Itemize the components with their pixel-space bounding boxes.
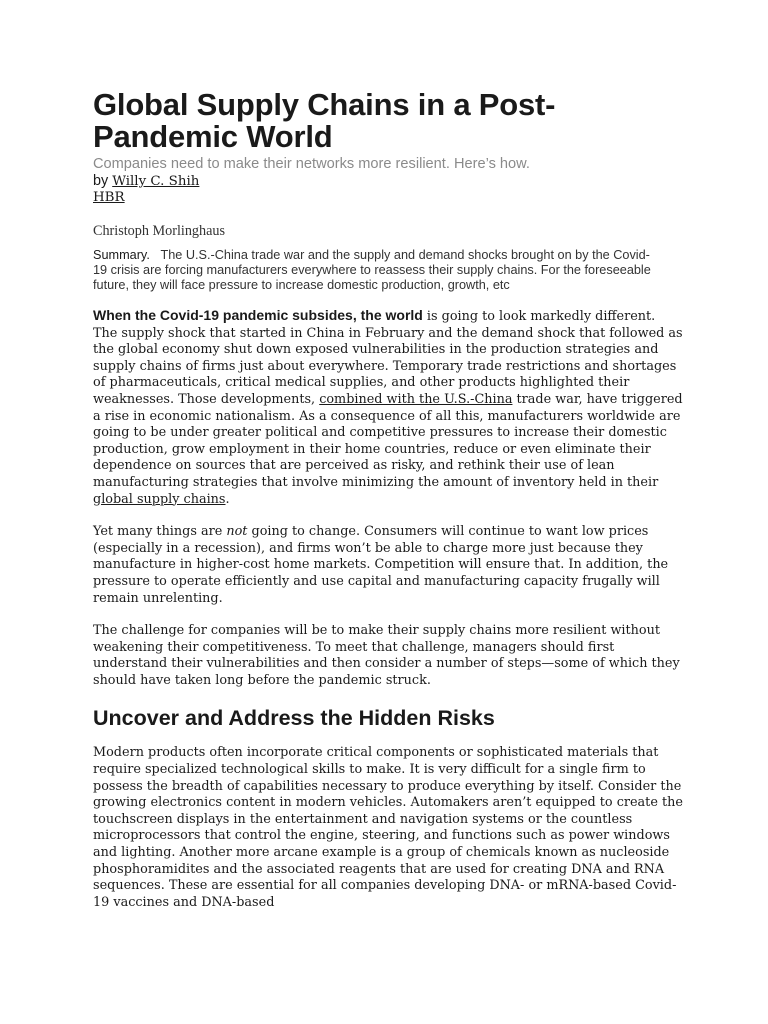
- author-link[interactable]: Willy C. Shih: [112, 174, 200, 189]
- paragraph-2-emphasis: not: [226, 524, 248, 540]
- paragraph-1: [93, 307, 683, 508]
- byline: [93, 173, 683, 190]
- paragraph-4: Modern products often incorporate critical components or sophisticated materials that require specialized technological skills to make. It is very difficult for a single firm to possess the breadth of capabilities necessary to produce everything by itself. Consider the growing electronics content in modern vehicles. Automakers aren’t equipped to create the touchscreen displays in the entertainment and navigation systems or the countless microprocessors that control the engine, steering, and functions such as power windows and lighting. Another more arcane example is a group of chemicals known as nucleoside phosphoramidites and the associated reagents that are used for creating DNA and RNA sequences. These are essential for all companies developing DNA- or mRNA-based Covid-19 vaccines and DNA-based: [93, 745, 683, 910]
- paragraph-1-text-a: is going to look markedly different. The supply shock that started in China in February and the demand shock that followed as the global economy shut down exposed vulnerabilities in the production strategies and supply chains of firms just about everywhere. Temporary trade restrictions and shortages of pharmaceuticals, critical medical supplies, and other products highlighted their weaknesses. Those developments,: [93, 309, 683, 407]
- summary: [93, 248, 663, 293]
- publication-link[interactable]: HBR: [93, 190, 125, 205]
- byline-prefix: by: [93, 173, 109, 189]
- photo-credit: Christoph Morlinghaus: [93, 223, 226, 239]
- paragraph-2-text-b: going to change. Consumers will continue to want low prices (especially in a recession), and firms won’t be able to charge more just because they manufacture in higher-cost home markets. Competition will ensure that. In addition, the pressure to operate efficiently and use capital and manufacturing capacity frugally will remain unrelenting.: [93, 524, 669, 606]
- summary-text: The U.S.-China trade war and the supply and demand shocks brought on by the Covid-19 crisis are forcing manufacturers everywhere to reassess their supply chains. For the foreseeable future, they will face pressure to increase domestic production, growth, etc: [93, 248, 651, 292]
- paragraph-3: The challenge for companies will be to make their supply chains more resilient without weakening their competitiveness. To meet that challenge, managers should first understand their vulnerabilities and then consider a number of steps—some of which they should have taken long before the pandemic struck.: [93, 623, 680, 688]
- article-subtitle: Companies need to make their networks more resilient. Here’s how.: [93, 156, 530, 172]
- paragraph-1-end: .: [225, 491, 230, 507]
- section-heading: Uncover and Address the Hidden Risks: [93, 706, 495, 731]
- lead-in: When the Covid-19 pandemic subsides, the world: [93, 307, 423, 323]
- link-global-supply-chains[interactable]: global supply chains: [93, 491, 226, 507]
- summary-label: Summary.: [93, 248, 150, 262]
- link-combined-with-us-china[interactable]: combined with the U.S.-China: [319, 391, 513, 407]
- paragraph-1-text-b: trade war, have triggered a rise in economic nationalism. As a consequence of all this, manufacturers worldwide are going to be under greater political and competitive pressures to increase their domestic production, grow employment in their home countries, reduce or even eliminate their dependence on sources that are perceived as risky, and rethink their use of lean manufacturing strategies that involve minimizing the amount of inventory held in their: [93, 391, 683, 490]
- paragraph-2-text-a: Yet many things are: [93, 524, 227, 540]
- article-title: Global Supply Chains in a Post-Pandemic World: [93, 87, 556, 154]
- article: [93, 89, 683, 911]
- publication: [93, 190, 683, 206]
- paragraph-2: [93, 524, 683, 607]
